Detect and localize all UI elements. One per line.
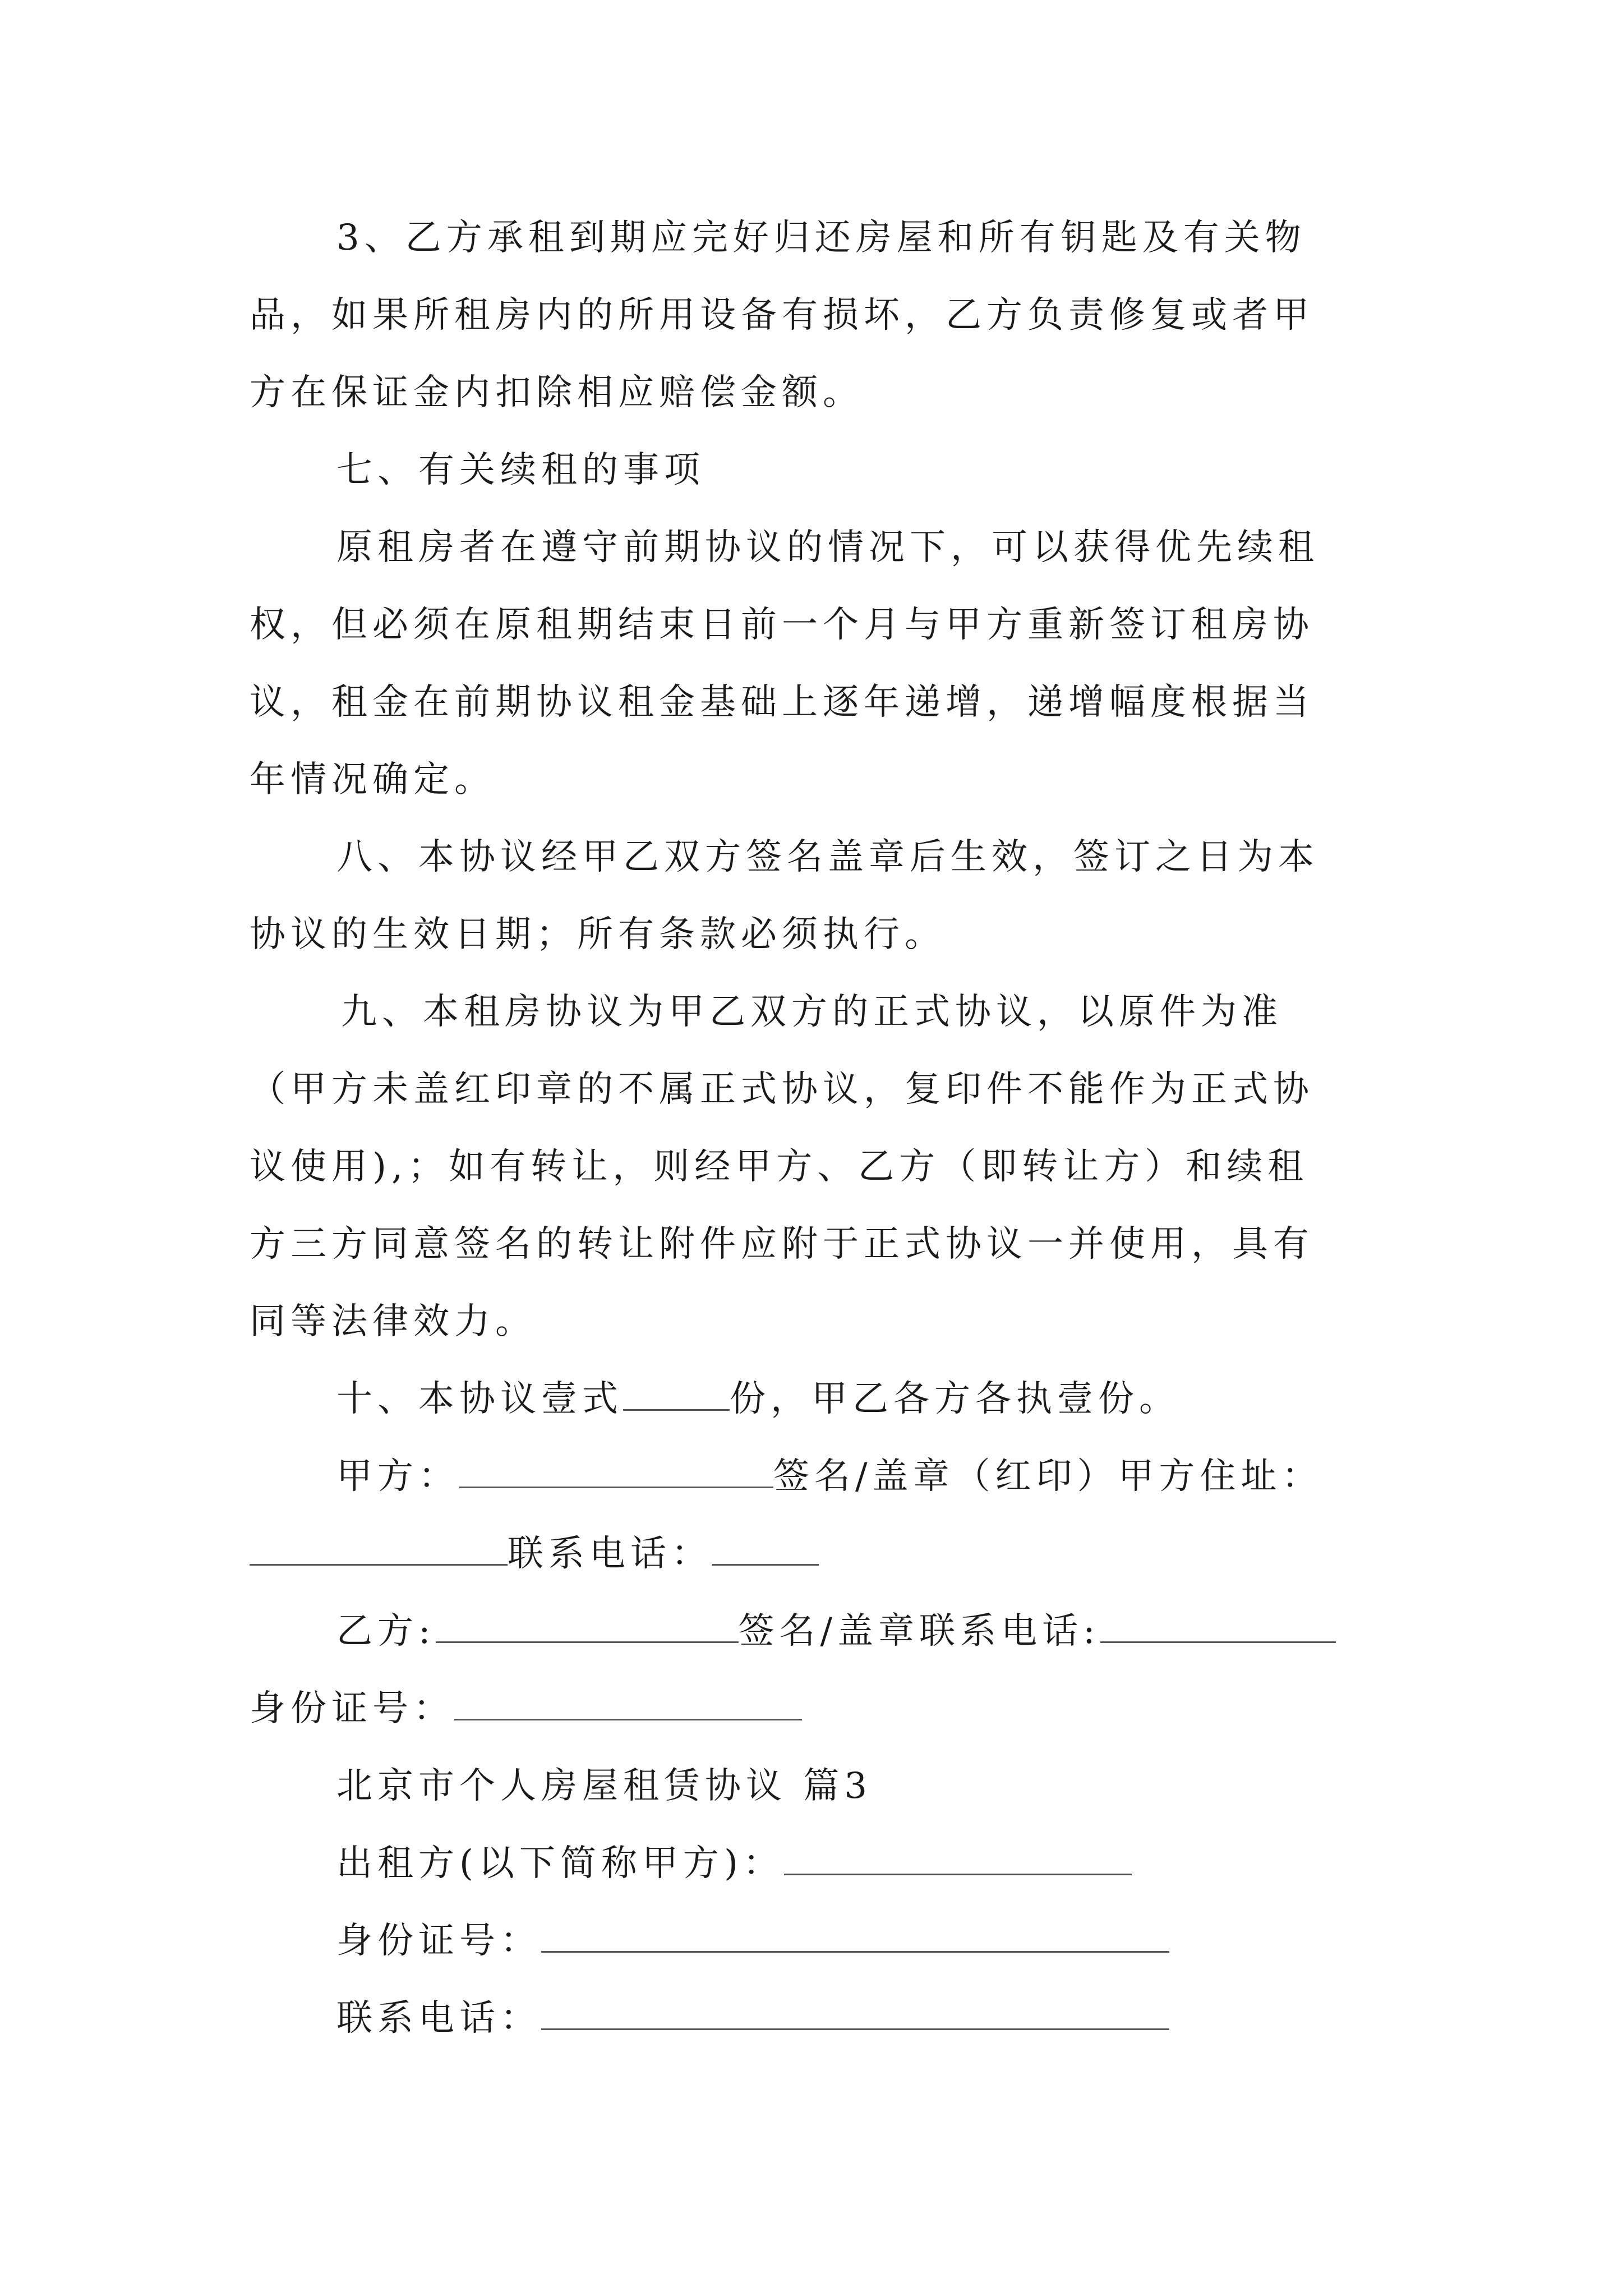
- copies-clause-prefix: 十、本协议壹式: [336, 1378, 623, 1420]
- party-b-signature-line: [336, 1611, 1336, 1652]
- lessor-id-label: 身份证号：: [336, 1920, 541, 1962]
- paragraph-line: 八、本协议经甲乙双方签名盖章后生效，签订之日为本: [336, 836, 1319, 878]
- paragraph-line: 议，租金在前期协议租金基础上逐年递增，递增幅度根据当: [250, 682, 1314, 723]
- party-a-signature-line: [336, 1456, 1323, 1497]
- party-a-sign-address-label: 签名/盖章（红印）甲方住址：: [773, 1456, 1323, 1497]
- section-heading: 七、有关续租的事项: [336, 449, 705, 491]
- party-a-label: 甲方：: [336, 1456, 459, 1497]
- copies-clause: [336, 1378, 1180, 1420]
- id-number-blank: [454, 1692, 802, 1720]
- paragraph-line: （甲方未盖红印章的不属正式协议，复印件不能作为正式协: [250, 1069, 1314, 1110]
- paragraph-line: 3、乙方承租到期应完好归还房屋和所有钥匙及有关物: [336, 217, 1306, 259]
- paragraph-line: 九、本租房协议为甲乙双方的正式协议，以原件为准: [341, 991, 1283, 1033]
- paragraph-line: 议使用),；如有转让，则经甲方、乙方（即转让方）和续租: [250, 1146, 1309, 1188]
- paragraph-line: 权，但必须在原租期结束日前一个月与甲方重新签订租房协: [250, 604, 1314, 646]
- party-a-phone-label: 联系电话：: [508, 1533, 712, 1575]
- paragraph-line: 品，如果所租房内的所用设备有损坏，乙方负责修复或者甲: [250, 295, 1314, 336]
- lessor-id-line: [336, 1920, 1169, 1962]
- paragraph-line: 方三方同意签名的转让附件应附于正式协议一并使用，具有: [250, 1223, 1314, 1265]
- party-b-phone-blank: [1100, 1614, 1336, 1643]
- paragraph-line: 协议的生效日期；所有条款必须执行。: [250, 914, 946, 955]
- lessor-phone-blank: [541, 2001, 1169, 2030]
- party-a-phone-line: [250, 1533, 819, 1575]
- id-number-label: 身份证号：: [250, 1688, 454, 1729]
- lessor-blank: [784, 1847, 1132, 1875]
- party-b-blank: [436, 1614, 739, 1643]
- party-b-label: 乙方:: [336, 1611, 436, 1652]
- party-a-address-blank: [250, 1537, 508, 1566]
- party-b-id-line: [250, 1688, 802, 1729]
- paragraph-line: 方在保证金内扣除相应赔偿金额。: [250, 372, 864, 413]
- party-a-blank: [459, 1460, 773, 1488]
- paragraph-line: 同等法律效力。: [250, 1301, 536, 1342]
- section-title: 北京市个人房屋租赁协议 篇3: [336, 1765, 873, 1807]
- party-a-phone-blank: [712, 1537, 819, 1566]
- lessor-phone-line: [336, 1998, 1169, 2039]
- lessor-label: 出租方(以下简称甲方)：: [336, 1843, 784, 1884]
- copies-blank: [623, 1382, 730, 1411]
- party-b-sign-phone-label: 签名/盖章联系电话:: [738, 1611, 1100, 1652]
- paragraph-line: 年情况确定。: [250, 759, 495, 800]
- lessor-line: [336, 1843, 1132, 1884]
- lessor-phone-label: 联系电话：: [336, 1998, 541, 2039]
- paragraph-line: 原租房者在遵守前期协议的情况下，可以获得优先续租: [336, 527, 1319, 568]
- copies-clause-suffix: 份，甲乙各方各执壹份。: [730, 1378, 1180, 1420]
- lessor-id-blank: [541, 1924, 1169, 1953]
